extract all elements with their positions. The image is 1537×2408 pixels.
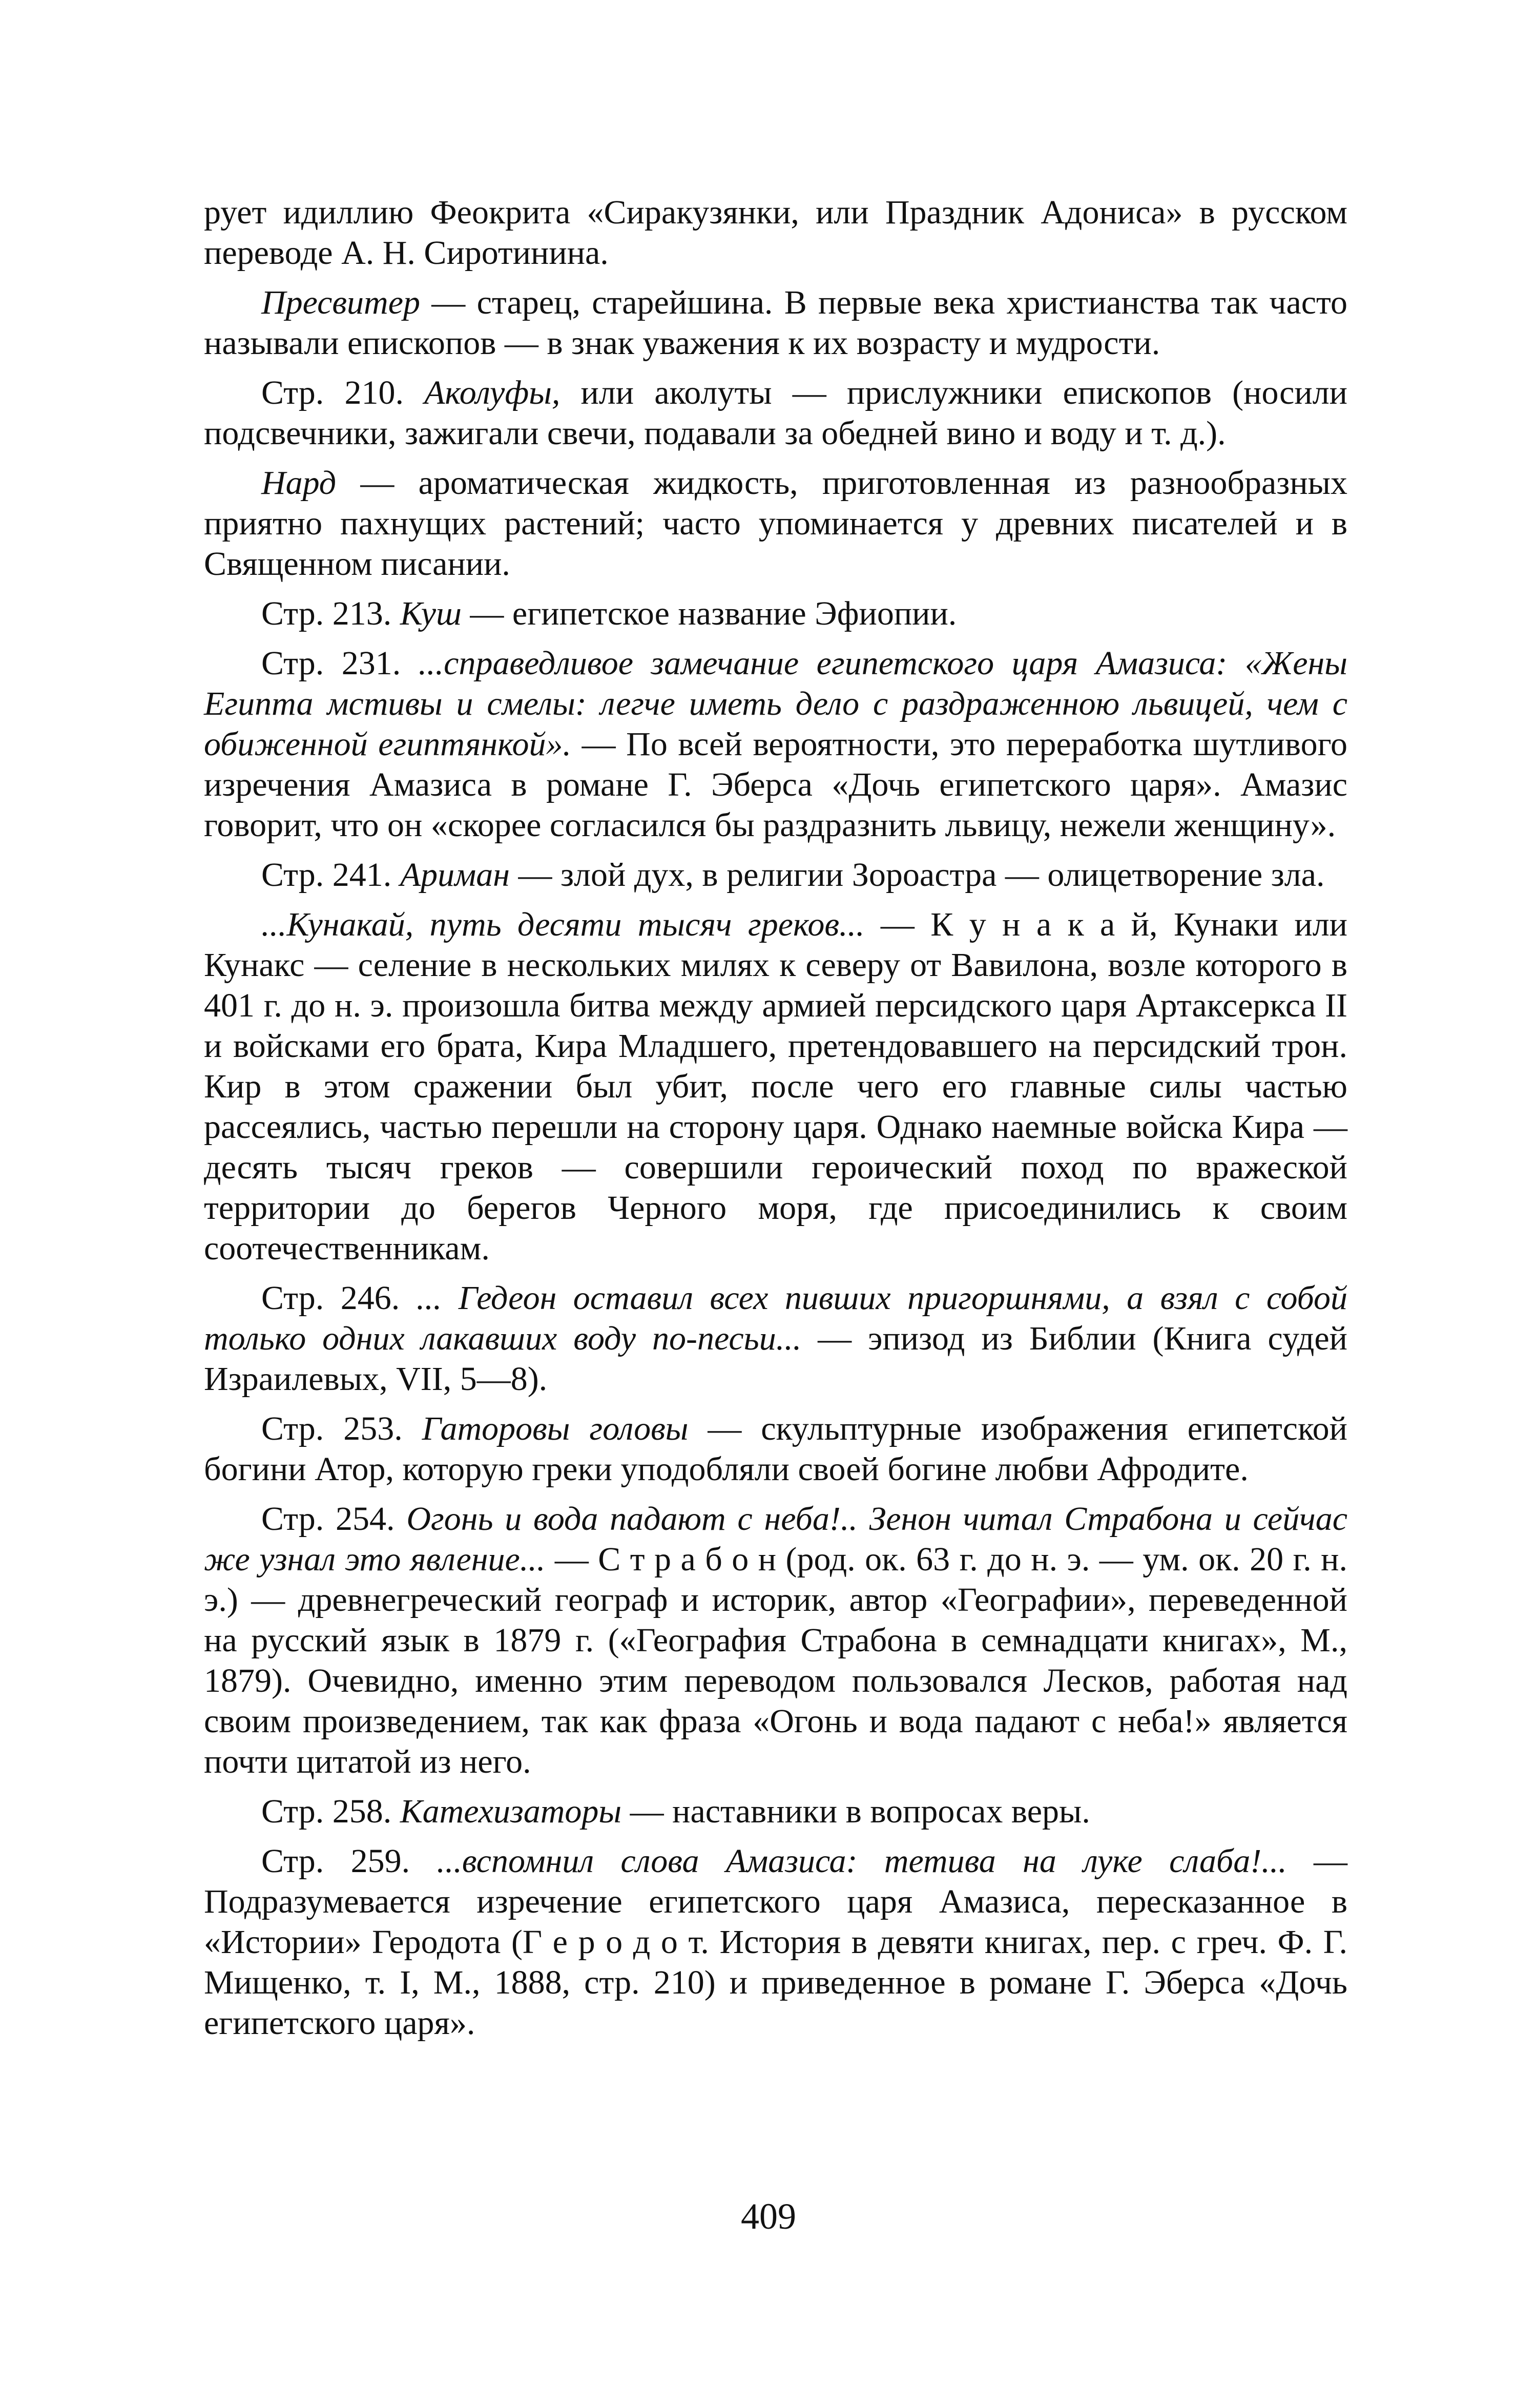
- note-paragraph: [204, 855, 1347, 895]
- note-text: — скульптурные изображения египетской богини Атор, которую греки уподобляли своей богине любви Афродите.: [204, 1410, 1347, 1488]
- note-term: Пресвитер: [261, 284, 420, 321]
- page-reference: Стр. 259.: [261, 1842, 437, 1880]
- note-quote: ...вспомнил слова Амазиса: тетива на луке слаба!...: [437, 1842, 1287, 1880]
- note-term: Куш: [400, 595, 462, 632]
- note-paragraph: [204, 1278, 1347, 1399]
- note-quote: ...справедливое замечание египетского царя Амазиса: «Жены Египта мстивы и смелы: легче иметь дело с раздраженною львицей, чем с обиженной египтянкой».: [204, 645, 1347, 763]
- note-paragraph: [204, 1408, 1347, 1489]
- note-text: — Подразумевается изречение египетского царя Амазиса, пересказанное в «Истории» Геродота (Г е р о д о т. История в девяти книгах, пер. с греч. Ф. Г. Мищенко, т. I, М., 1888, стр. 210) и приведенное в романе Г. Эберса «Дочь египетского царя».: [204, 1842, 1348, 2042]
- page-reference: Стр. 258.: [261, 1793, 400, 1830]
- note-text: рует идиллию Феокрита «Сиракузянки, или Праздник Адониса» в русском переводе А. Н. Сиротинина.: [204, 194, 1347, 272]
- note-quote: ... Гедеон оставил всех пивших пригоршнями, а взял с собой только одних лакавших воду по-песьи...: [204, 1279, 1347, 1357]
- note-text: — старец, старейшина. В первые века христианства так часто называли епископов — в знак уважения к их возрасту и мудрости.: [204, 284, 1347, 362]
- note-term: Аколуфы,: [424, 374, 560, 411]
- note-text: — эпизод из Библии (Книга судей Израилевых, VII, 5—8).: [204, 1320, 1348, 1398]
- note-paragraph: [204, 643, 1347, 845]
- note-paragraph: [204, 282, 1347, 363]
- note-text: — наставники в вопросах веры.: [621, 1793, 1090, 1830]
- note-paragraph: [204, 1791, 1347, 1832]
- page-reference: Стр. 231.: [261, 645, 419, 682]
- note-text: — По всей вероятности, это переработка шутливого изречения Амазиса в романе Г. Эберса «Дочь египетского царя». Амазис говорит, что он «скорее согласился бы раздразнить львицу, нежели женщину».: [204, 725, 1347, 844]
- notes-body: [204, 192, 1347, 2052]
- note-text: — К у н а к а й, Кунаки или Кунакс — селение в нескольких милях к северу от Вавилона, возле которого в 401 г. до н. э. произошла битва между армией персидского царя Артаксеркса II и войсками его брата, Кира Младшего, претендовавшего на персидский трон. Кир в этом сражении был убит, после чего его главные силы частью рассеялись, частью перешли на сторону царя. Однако наемные войска Кира — десять тысяч греков — совершили героический поход по вражеской территории до берегов Черного моря, где присоединились к своим соотечественникам.: [204, 906, 1348, 1267]
- note-term: Нард: [261, 464, 337, 502]
- note-text: — С т р а б о н (род. ок. 63 г. до н. э. — ум. ок. 20 г. н. э.) — древнегреческий географ и историк, автор «Географии», переведенной на русский язык в 1879 г. («География Страбона в семнадцати книгах», М., 1879). Очевидно, именно этим переводом пользовался Лесков, работая над своим произведением, так как фраза «Огонь и вода падают с неба!» является почти цитатой из него.: [204, 1541, 1347, 1780]
- note-paragraph: [204, 372, 1347, 453]
- note-term: Гаторовы головы: [422, 1410, 689, 1447]
- page-reference: Стр. 253.: [261, 1410, 422, 1447]
- note-text: — египетское название Эфиопии.: [461, 595, 957, 632]
- note-term: Катехизаторы: [400, 1793, 622, 1830]
- page-reference: Стр. 254.: [261, 1500, 407, 1538]
- note-paragraph: [204, 192, 1347, 273]
- page-reference: Стр. 213.: [261, 595, 400, 632]
- note-paragraph: [204, 593, 1347, 634]
- page-number: 409: [741, 2196, 796, 2237]
- note-paragraph: [204, 1841, 1347, 2043]
- note-quote: ...Кунакай, путь десяти тысяч греков...: [261, 906, 865, 943]
- note-paragraph: [204, 1499, 1347, 1782]
- page-reference: Стр. 241.: [261, 856, 400, 894]
- note-quote: Огонь и вода падают с неба!.. Зенон читал Страбона и сейчас же узнал это явление...: [204, 1500, 1347, 1578]
- note-text: — злой дух, в религии Зороастра — олицетворение зла.: [510, 856, 1325, 894]
- page-reference: Стр. 210.: [261, 374, 425, 411]
- note-text: или аколуты — прислужники епископов (носили подсвечники, зажигали свечи, подавали за обедней вино и воду и т. д.).: [204, 374, 1347, 452]
- note-term: Ариман: [400, 856, 510, 894]
- note-paragraph: [204, 904, 1347, 1269]
- note-paragraph: [204, 463, 1347, 584]
- page-reference: Стр. 246.: [261, 1279, 417, 1317]
- note-text: — ароматическая жидкость, приготовленная из разнообразных приятно пахнущих растений; часто упоминается у древних писателей и в Священном писании.: [204, 464, 1347, 583]
